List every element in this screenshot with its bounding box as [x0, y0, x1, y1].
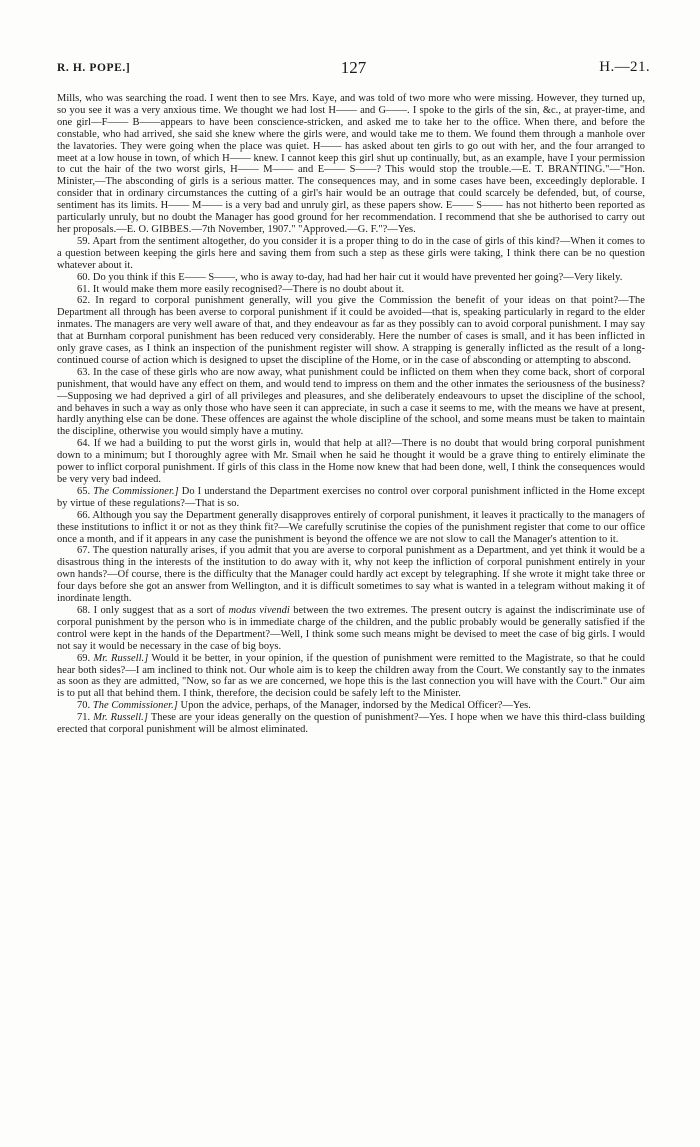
paragraph: 59. Apart from the sentiment altogether, do you consider it is a proper thing to do in the case of girls of this kind?—When it comes to a question between keeping the girls here and saving them from such a step as these girls were taking, I think there can be no question whatever about it.: [57, 235, 645, 271]
speaker-label: The Commissioner.]: [93, 485, 179, 497]
paragraph-text: Would it be better, in your opinion, if the question of punishment were remitted to the Magistrate, so that he could hear both sides?—I am inclined to think not. Our whole aim is to keep the children away from the Court. We constantly say to the inmates as soon as they are admitted, "Now, so far as we are concerned, we hope this is the last connection you will have with the Court." Our aim is to put all that behind them. I think, therefore, the decision could be safely left to the Minister.: [57, 652, 645, 700]
paragraph: Mills, who was searching the road. I went then to see Mrs. Kaye, and was told of two more who were missing. However, they turned up, so you see it was a very anxious time. We thought we had lost H—— and G——. I spoke to the girls of the sin, &c., at prayer-time, and one girl—F—— B——appears to have been conscience-stricken, and asked me to take her to the office. When there, and before the constable, who had arrived, she said she knew where the girls were, and would take me to them. We found them through a manhole over the lavatories. They were going when the place was quiet. H—— has asked about ten girls to go out with her, and the four arranged to meet at a low house in town, of which H—— knew. I cannot keep this girl shut up continually, but, as an example, have I your permission to cut the hair of the two worst girls, H—— M—— and E—— S——? This would stop the trouble.—E. T. BRANTING."—"Hon. Minister,—The absconding of girls is a serious matter. The consequences may, and in some cases have been, exceedingly deplorable. I consider that in ordinary circumstances the cutting of a girl's hair would be an outrage that could scarcely be defended, but, of course, sentiment has its limits. H—— M—— is a very bad and unruly girl, as these papers show. E—— S—— has not hitherto been reported as particularly unruly, but no doubt the Manager has good ground for her recommendation. I recommend that she be authorised to carry out her proposals.—E. O. GIBBES.—7th November, 1907." "Approved.—G. F."?—Yes.: [57, 93, 645, 235]
question-number: 71.: [77, 712, 94, 724]
paragraph: 66. Although you say the Department generally disapproves entirely of corporal punishment, it leaves it practically to the managers of these institutions to inflict it or not as they think fit?—We carefully scrutinise the copies of the punishment register that come to our office once a month, and if it appears in any case the punishment is beyond the offence we are not slow to call the Manager's attention to it.: [57, 509, 645, 545]
paragraph: 61. It would make them more easily recognised?—There is no doubt about it.: [77, 283, 405, 295]
italic-phrase: modus vivendi: [228, 604, 290, 616]
question-number: 65.: [77, 485, 94, 497]
speaker-label: Mr. Russell.]: [93, 652, 149, 664]
paragraph: 62. In regard to corporal punishment generally, will you give the Commission the benefit of your ideas on that point?—The Department all through has been averse to corporal punishment if it could be avoided—that is, speaking particularly in regard to the elder inmates. The managers are very well aware of that, and they endeavour as far as they possibly can to avoid corporal punishment. I may say that at Burnham corporal punishment has been reduced very considerably. Here the number of cases is small, and it has been inflicted in only grave cases, as I think an inspection of the punishment register will show. A strapping is generally inflicted as the result of a long-continued course of action which is designed to upset the discipline of the Home, or in the case of absconding or attempting to abscond.: [57, 295, 645, 366]
paragraph: 63. In the case of these girls who are now away, what punishment could be inflicted on them when they come back, short of corporal punishment, that would have any effect on them, and would tend to impress on them and the other inmates the seriousness of the business?—Supposing we had deprived a girl of all privileges and pleasures, and she deliberately endeavours to upset the discipline of the school, and behaves in such a way as only those who have seen it can appreciate, in such a case it seems to me, with the means we have at present, hardly anything else can be done. These offences are against the whole discipline of the school, and some means must be taken to maintain the discipline, otherwise you would simply have a mutiny.: [57, 366, 645, 438]
paragraph-text: These are your ideas generally on the question of punishment?—Yes. I hope when we have this third-class building erected that corporal punishment will be almost eliminated.: [57, 712, 646, 736]
paragraph: [57, 605, 645, 653]
paragraph-text: 68. I only suggest that as a sort of: [77, 604, 229, 616]
question-number: 69.: [77, 652, 94, 664]
running-header: [57, 58, 650, 80]
paragraph-text: Do I understand the Department exercises no control over corporal punishment inflicted in the Home except by virtue of these regulations?—That is so.: [57, 485, 646, 509]
paragraph: [57, 653, 645, 701]
page-number: 127: [340, 58, 367, 77]
paragraph-text: between the two extremes. The present outcry is against the indiscriminate use of corporal punishment by the person who is in immediate charge of the children, and the public probably would be generally satisfied if the control were kept in the hands of the Department?—Well, I think some such means might be devised to meet the case of big girls. I would not say it would be necessary in the case of big boys.: [57, 604, 646, 652]
question-number: 70.: [77, 700, 93, 712]
paragraph: 67. The question naturally arises, if you admit that you are averse to corporal punishment as a Department, and yet think it would be a disastrous thing in the interests of the institution to do away with it, why not keep the infliction of corporal punishment entirely in your own hands?—Of course, there is the difficulty that the Manager could hardly act except by telegraphing. If she wrote it might take three or four days before she got an answer from Wellington, and it is difficult sometimes to say what is wanted in a telegram without making it of inordinate length.: [57, 545, 645, 605]
paragraph: [57, 700, 645, 712]
header-witness-name: R. H. POPE.]: [57, 62, 131, 74]
body-text: [57, 93, 645, 736]
speaker-label: The Commissioner.]: [92, 700, 178, 712]
paragraph: [57, 712, 645, 736]
paragraph: 60. Do you think if this E—— S——, who is away to-day, had had her hair cut it would have prevented her going?—Very likely.: [77, 271, 623, 283]
paragraph: [57, 486, 645, 510]
speaker-label: Mr. Russell.]: [93, 712, 148, 724]
paragraph: 64. If we had a building to put the worst girls in, would that help at all?—There is no doubt that would bring corporal punishment down to a minimum; but I thoroughly agree with Mr. Smail when he said he thought it would be a grave thing to entirely eliminate the power to inflict corporal punishment. If girls of this class in the Home now knew that had been done, well, I think the consequences would be very very bad indeed.: [57, 438, 645, 485]
paragraph-text: Upon the advice, perhaps, of the Manager, indorsed by the Medical Officer?—Yes.: [177, 700, 531, 712]
document-reference: H.—21.: [599, 59, 650, 75]
